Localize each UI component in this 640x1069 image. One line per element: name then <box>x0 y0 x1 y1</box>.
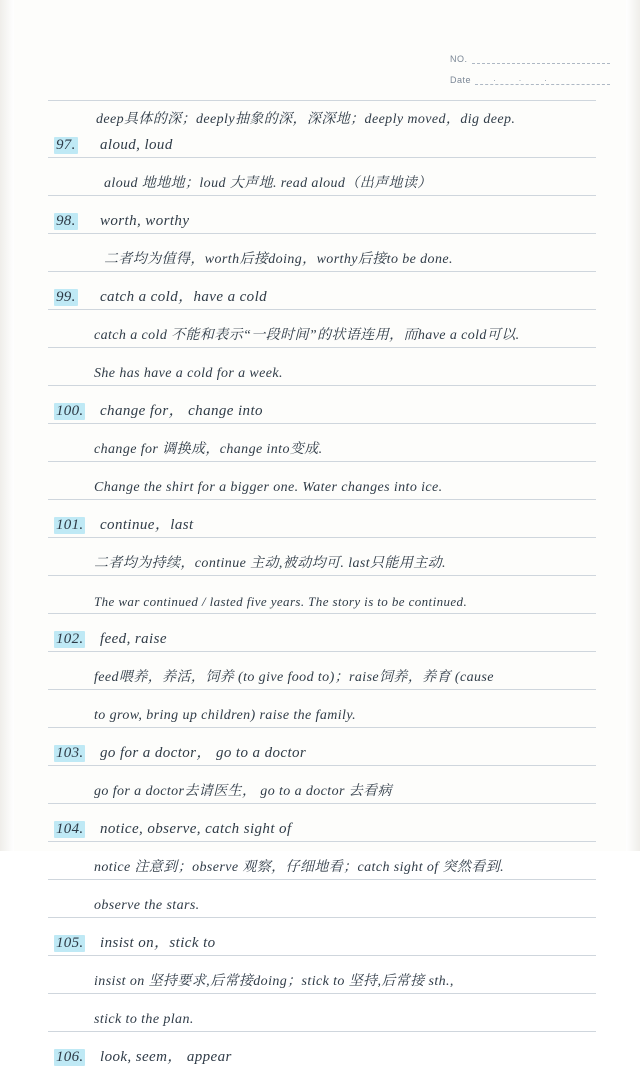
entry-detail: feed喂养，养活，饲养 (to give food to)；raise饲养，养育 (cause <box>48 670 494 689</box>
entry-line <box>48 614 596 652</box>
entry-line <box>48 918 596 956</box>
entry-line <box>48 880 596 918</box>
entry-line <box>48 348 596 386</box>
date-line <box>475 73 610 85</box>
entry-detail: She has have a cold for a week. <box>48 366 283 385</box>
entry-detail: change for 调换成，change into变成. <box>48 442 323 461</box>
entry-headword: go for a doctor， go to a doctor <box>48 745 306 766</box>
page-edge-right <box>626 0 640 851</box>
entry-line <box>48 956 596 994</box>
ruled-sheet <box>48 100 596 1069</box>
entry-headword: aloud, loud <box>48 137 173 158</box>
note-top-partial: deep具体的深；deeply抽象的深，深深地；deeply moved，dig deep. <box>96 108 515 128</box>
entry-detail: aloud 地地地；loud 大声地. read aloud（出声地读） <box>48 176 432 195</box>
date-row <box>450 73 610 85</box>
entry-line <box>48 272 596 310</box>
entry-detail: 二者均为值得，worth后接doing，worthy后接to be done. <box>48 252 453 271</box>
entry-detail: stick to the plan. <box>48 1012 194 1031</box>
entry-detail: catch a cold 不能和表示“一段时间”的状语连用，而have a cold可以. <box>48 328 520 347</box>
entry-headword: change for， change into <box>48 403 263 424</box>
entry-detail: to grow, bring up children) raise the family. <box>48 708 356 727</box>
entry-headword: continue，last <box>48 517 194 538</box>
entry-line <box>48 462 596 500</box>
entry-number: 104. <box>54 821 98 838</box>
entry-line <box>48 728 596 766</box>
entry-headword: look, seem， appear <box>48 1049 232 1069</box>
entry-line <box>48 234 596 272</box>
entry-number: 98. <box>54 213 98 230</box>
entry-headword: notice, observe, catch sight of <box>48 821 292 842</box>
entry-line <box>48 196 596 234</box>
entry-detail: observe the stars. <box>48 898 200 917</box>
entry-line <box>48 424 596 462</box>
entry-line <box>48 538 596 576</box>
entry-line <box>48 576 596 614</box>
no-label: NO. <box>450 54 472 64</box>
entry-number: 103. <box>54 745 98 762</box>
entry-number: 106. <box>54 1049 98 1066</box>
entry-number: 97. <box>54 137 98 154</box>
entry-line <box>48 386 596 424</box>
entry-detail: The war continued / lasted five years. The story is to be continued. <box>48 595 467 613</box>
entry-number: 105. <box>54 935 98 952</box>
entry-line <box>48 1032 596 1069</box>
entry-detail: 二者均为持续，continue 主动,被动均可. last只能用主动. <box>48 556 446 575</box>
date-label: Date <box>450 75 475 85</box>
entry-number: 102. <box>54 631 98 648</box>
entry-headword: feed, raise <box>48 631 167 652</box>
entry-line <box>48 310 596 348</box>
entry-headword: insist on，stick to <box>48 935 216 956</box>
entry-number: 99. <box>54 289 98 306</box>
entry-number: 101. <box>54 517 98 534</box>
entry-line <box>48 500 596 538</box>
entry-line <box>48 766 596 804</box>
page-header <box>450 52 610 94</box>
entry-detail: go for a doctor去请医生， go to a doctor 去看病 <box>48 784 392 803</box>
entry-line <box>48 120 596 158</box>
entry-line <box>48 994 596 1032</box>
no-line <box>472 52 610 64</box>
no-row <box>450 52 610 64</box>
page-edge-left <box>0 0 14 851</box>
entry-headword: worth, worthy <box>48 213 189 234</box>
entry-line <box>48 690 596 728</box>
entry-headword: catch a cold，have a cold <box>48 289 267 310</box>
entry-detail: Change the shirt for a bigger one. Water changes into ice. <box>48 480 443 499</box>
entry-line <box>48 158 596 196</box>
entry-line <box>48 842 596 880</box>
entry-line <box>48 652 596 690</box>
entry-line <box>48 804 596 842</box>
entry-number: 100. <box>54 403 98 420</box>
entry-detail: insist on 坚持要求,后常接doing；stick to 坚持,后常接 sth., <box>48 974 454 993</box>
entry-detail: notice 注意到；observe 观察，仔细地看；catch sight of 突然看到. <box>48 860 504 879</box>
